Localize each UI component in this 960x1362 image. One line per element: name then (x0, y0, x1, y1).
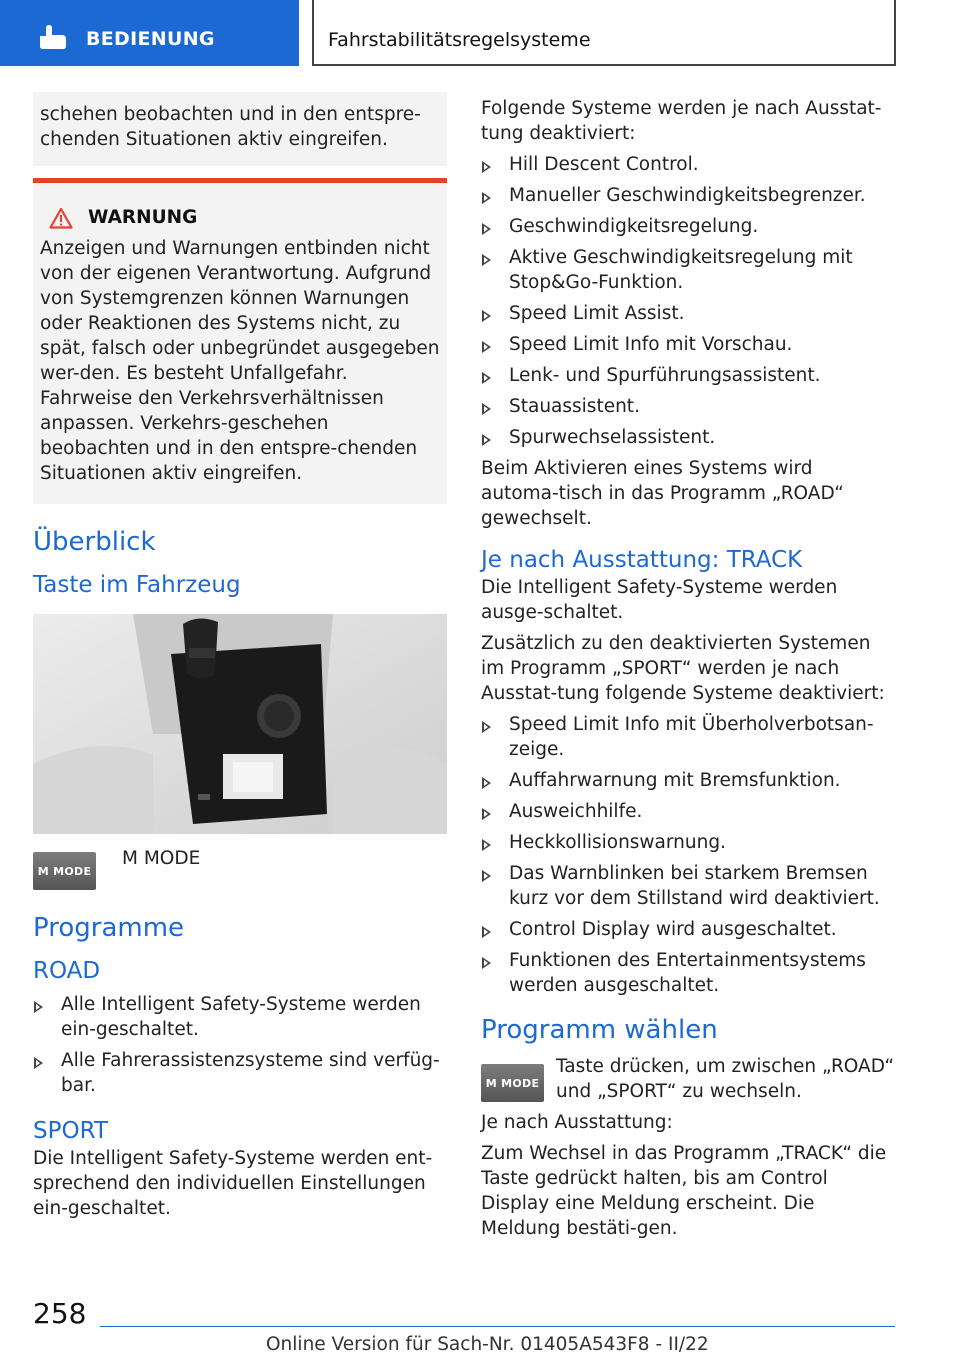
heading-overview: Überblick (33, 527, 156, 557)
intro-box (33, 92, 447, 166)
list-item: Manueller Geschwindigkeitsbegrenzer. (481, 183, 895, 208)
center-console-image (33, 614, 447, 834)
track-switch-text: Zum Wechsel in das Programm „TRACK“ die Taste gedrückt halten, bis am Control Display eine Meldung erscheint. Die Meldung bestäti-gen. (481, 1143, 887, 1239)
auto-road-text: Beim Aktivieren eines Systems wird automa-tisch in das Programm „ROAD“ gewechselt. (481, 458, 844, 529)
warning-title: WARNUNG (88, 207, 198, 228)
track-text-2: Zusätzlich zu den deaktivierten Systemen im Programm „SPORT“ werden je nach Ausstat-tung folgende Systeme deaktiviert: (481, 633, 885, 704)
m-mode-button-image: M MODE (33, 852, 96, 890)
section-title: BEDIENUNG (86, 28, 215, 50)
warning-box (33, 178, 447, 504)
list-item: Control Display wird ausgeschaltet. (481, 917, 895, 942)
select-program-text: Taste drücken, um zwischen „ROAD“ und „SPORT“ zu wechseln. (556, 1056, 895, 1102)
track-text-1: Die Intelligent Safety-Systeme werden ausge-schaltet. (481, 577, 838, 623)
list-item: Funktionen des Entertainmentsystems werden ausgeschaltet. (481, 948, 895, 998)
m-mode-row (33, 848, 447, 890)
list-item: Speed Limit Info mit Vorschau. (481, 332, 895, 357)
online-version-note: Online Version für Sach-Nr. 01405A543F8 - II/22 (266, 1334, 709, 1355)
page-number: 258 (33, 1297, 87, 1330)
list-item: Spurwechselassistent. (481, 425, 895, 450)
equipment-text: Je nach Ausstattung: (481, 1112, 673, 1133)
list-item: Ausweichhilfe. (481, 799, 895, 824)
list-item: Auffahrwarnung mit Bremsfunktion. (481, 768, 895, 793)
list-item: Geschwindigkeitsregelung. (481, 214, 895, 239)
list-item: Heckkollisionswarnung. (481, 830, 895, 855)
header-section-tab (0, 0, 299, 66)
hand-pointer-icon (38, 24, 68, 50)
footer-divider (100, 1326, 895, 1327)
intro-text: schehen beobachten und in den entspre-chenden Situationen aktiv eingreifen. (40, 104, 421, 150)
road-list (33, 992, 447, 1098)
list-item: Aktive Geschwindigkeitsregelung mit Stop&Go-Funktion. (481, 245, 895, 295)
list-item: Das Warnblinken bei starkem Bremsen kurz vor dem Stillstand wird deaktiviert. (481, 861, 895, 911)
heading-track: Je nach Ausstattung: TRACK (481, 547, 803, 573)
m-mode-label: M MODE (122, 848, 201, 869)
select-program-row (481, 1054, 895, 1104)
list-item: Speed Limit Assist. (481, 301, 895, 326)
gear-selector-photo (33, 614, 447, 834)
m-mode-button-image: M MODE (481, 1064, 544, 1102)
right-column (481, 96, 895, 1241)
track-deactivated-list (481, 712, 895, 998)
chapter-title: Fahrstabilitätsregelsysteme (328, 29, 591, 51)
list-item: Alle Fahrerassistenzsysteme sind verfüg-bar. (33, 1048, 447, 1098)
heading-select-program: Programm wählen (481, 1015, 718, 1045)
warning-text: Anzeigen und Warnungen entbinden nicht von der eigenen Verantwortung. Aufgrund von Systemgrenzen können Warnungen oder Reaktionen des Systems nicht, zu spät, falsch oder unbegründet ausgegeben wer-den. Es besteht Unfallgefahr. Fahrweise den Verkehrsverhältnissen anpassen. Verkehrs-geschehen beobachten und in den entspre-chenden Situationen aktiv eingreifen. (40, 238, 440, 484)
header-chapter-box (312, 0, 896, 66)
left-column (33, 92, 447, 1221)
list-item: Alle Intelligent Safety-Systeme werden ein-geschaltet. (33, 992, 447, 1042)
list-item: Hill Descent Control. (481, 152, 895, 177)
warning-triangle-icon (49, 207, 73, 229)
list-item: Stauassistent. (481, 394, 895, 419)
list-item: Lenk- und Spurführungsassistent. (481, 363, 895, 388)
sport-text: Die Intelligent Safety-Systeme werden ent-sprechend den individuellen Einstellungen ein-geschaltet. (33, 1148, 433, 1219)
heading-button-in-vehicle: Taste im Fahrzeug (33, 572, 241, 598)
heading-sport: SPORT (33, 1118, 108, 1144)
heading-programs: Programme (33, 913, 185, 943)
deactivated-intro: Folgende Systeme werden je nach Ausstat-tung deaktiviert: (481, 98, 882, 144)
deactivated-list (481, 152, 895, 450)
list-item: Speed Limit Info mit Überholverbotsan-zeige. (481, 712, 895, 762)
warning-header (40, 205, 440, 230)
heading-road: ROAD (33, 958, 101, 984)
